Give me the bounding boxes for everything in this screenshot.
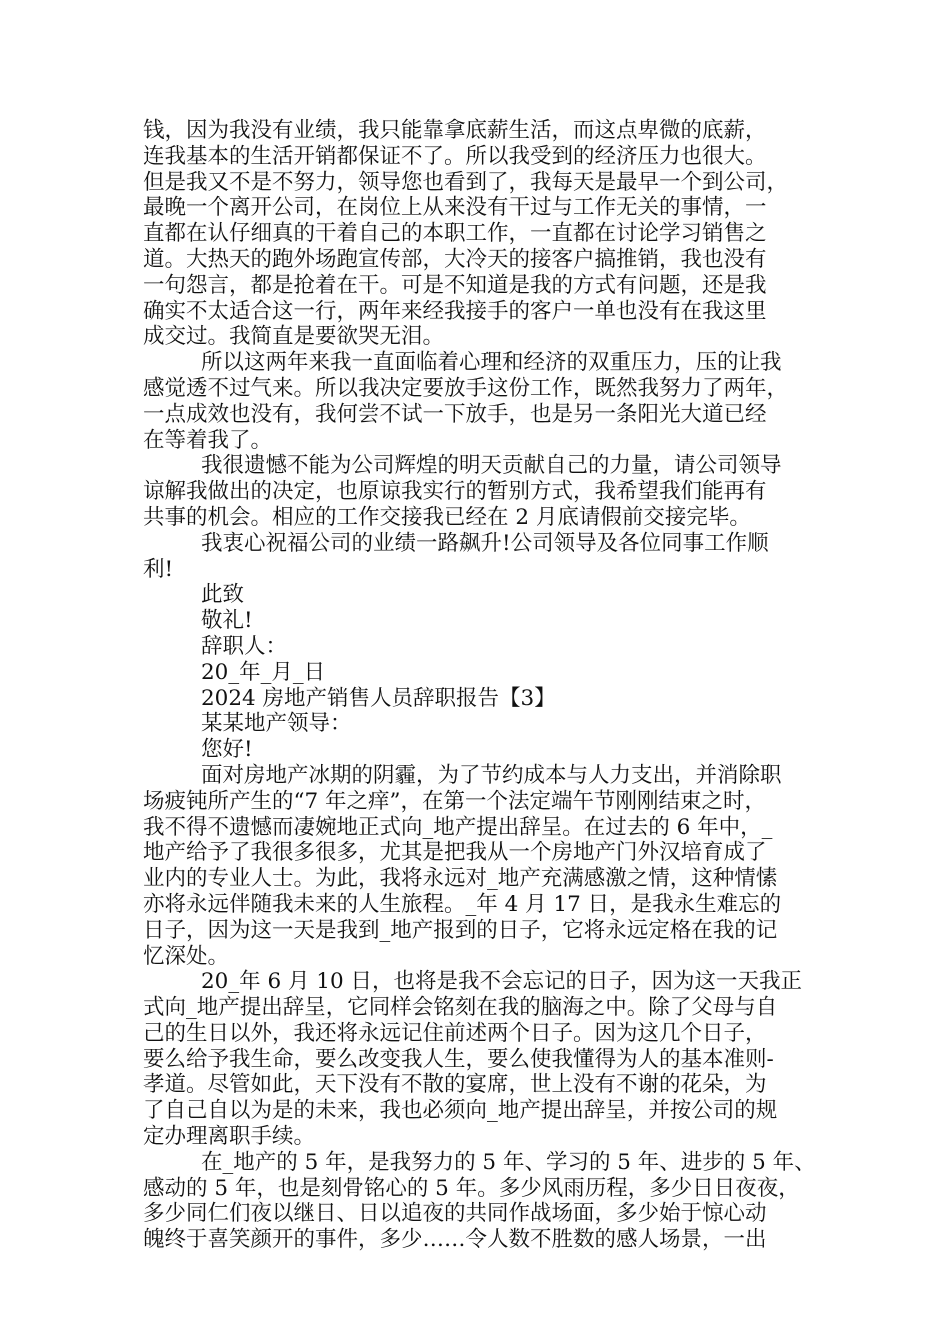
text-line: 要么给予我生命，要么改变我人生，要么使我懂得为人的基本准则- bbox=[143, 1046, 774, 1072]
text-line: 2024 房地产销售人员辞职报告【3】 bbox=[201, 685, 556, 711]
text-line: 地产给予了我很多很多，尤其是把我从一个房地产门外汉培育成了 bbox=[143, 840, 767, 866]
text-line: 我不得不遗憾而凄婉地正式向_地产提出辞呈。在过去的 6 年中，_ bbox=[143, 814, 773, 840]
text-line: 一点成效也没有，我何尝不试一下放手，也是另一条阳光大道已经 bbox=[143, 401, 767, 427]
text-line: 业内的专业人士。为此，我将永远对_地产充满感激之情，这种情愫 bbox=[143, 866, 778, 892]
text-line: 日子，因为这一天是我到_地产报到的日子，它将永远定格在我的记 bbox=[143, 917, 778, 943]
document-body bbox=[143, 118, 816, 1253]
text-line: 我衷心祝福公司的业绩一路飙升!公司领导及各位同事工作顺 bbox=[201, 530, 769, 556]
text-line: 式向_地产提出辞呈，它同样会铭刻在我的脑海之中。除了父母与自 bbox=[143, 995, 778, 1021]
text-line: 己的生日以外，我还将永远记住前述两个日子。因为这几个日子， bbox=[143, 1020, 767, 1046]
text-line: 但是我又不是不努力，领导您也看到了，我每天是最早一个到公司， bbox=[143, 169, 789, 195]
text-line: 所以这两年来我一直面临着心理和经济的双重压力，压的让我 bbox=[201, 350, 782, 376]
text-line: 谅解我做出的决定，也原谅我实行的暂别方式，我希望我们能再有 bbox=[143, 479, 767, 505]
text-line: 我很遗憾不能为公司辉煌的明天贡献自己的力量，请公司领导 bbox=[201, 453, 782, 479]
text-line: 在等着我了。 bbox=[143, 427, 273, 453]
text-line: 感觉透不过气来。所以我决定要放手这份工作，既然我努力了两年， bbox=[143, 375, 789, 401]
text-line: 感动的 5 年，也是刻骨铭心的 5 年。多少风雨历程，多少日日夜夜， bbox=[143, 1175, 800, 1201]
text-line: 确实不太适合这一行，两年来经我接手的客户一单也没有在我这里 bbox=[143, 298, 767, 324]
text-line: 某某地产领导： bbox=[201, 711, 352, 737]
text-line: 您好! bbox=[201, 737, 253, 763]
text-line: 辞职人： bbox=[201, 633, 288, 659]
text-line: 面对房地产冰期的阴霾，为了节约成本与人力支出，并消除职 bbox=[201, 762, 782, 788]
text-line: 定办理离职手续。 bbox=[143, 1124, 316, 1150]
text-line: 道。大热天的跑外场跑宣传部，大冷天的接客户搞推销，我也没有 bbox=[143, 246, 767, 272]
text-line: 利! bbox=[143, 556, 174, 582]
text-line: 孝道。尽管如此，天下没有不散的宴席，世上没有不谢的花朵，为 bbox=[143, 1072, 767, 1098]
text-line: 共事的机会。相应的工作交接我已经在 2 月底请假前交接完毕。 bbox=[143, 504, 751, 530]
text-line: 20_年_月_日 bbox=[201, 659, 326, 685]
text-line: 直都在认仔细真的干着自己的本职工作，一直都在讨论学习销售之 bbox=[143, 221, 767, 247]
text-line: 一句怨言，都是抢着在干。可是不知道是我的方式有问题，还是我 bbox=[143, 272, 767, 298]
text-line: 多少同仁们夜以继日、日以追夜的共同作战场面，多少始于惊心动 bbox=[143, 1201, 767, 1227]
text-line: 最晚一个离开公司，在岗位上从来没有干过与工作无关的事情，一 bbox=[143, 195, 767, 221]
text-line: 亦将永远伴随我未来的人生旅程。_年 4 月 17 日，是我永生难忘的 bbox=[143, 891, 782, 917]
text-line: 魄终于喜笑颜开的事件，多少……令人数不胜数的感人场景，一出 bbox=[143, 1227, 767, 1253]
text-line: 连我基本的生活开销都保证不了。所以我受到的经济压力也很大。 bbox=[143, 143, 767, 169]
text-line: 敬礼! bbox=[201, 608, 253, 634]
text-line: 场疲钝所产生的“7 年之痒”，在第一个法定端午节刚刚结束之时， bbox=[143, 788, 766, 814]
text-line: 成交过。我简直是要欲哭无泪。 bbox=[143, 324, 445, 350]
text-line: 了自己自以为是的未来，我也必须向_地产提出辞呈，并按公司的规 bbox=[143, 1098, 778, 1124]
text-line: 钱，因为我没有业绩，我只能靠拿底薪生活，而这点卑微的底薪， bbox=[143, 118, 767, 143]
text-line: 忆深处。 bbox=[143, 943, 230, 969]
text-line: 此致 bbox=[201, 582, 245, 608]
text-line: 20_年 6 月 10 日，也将是我不会忘记的日子，因为这一天我正 bbox=[201, 969, 802, 995]
text-line: 在_地产的 5 年，是我努力的 5 年、学习的 5 年、进步的 5 年、 bbox=[201, 1149, 816, 1175]
